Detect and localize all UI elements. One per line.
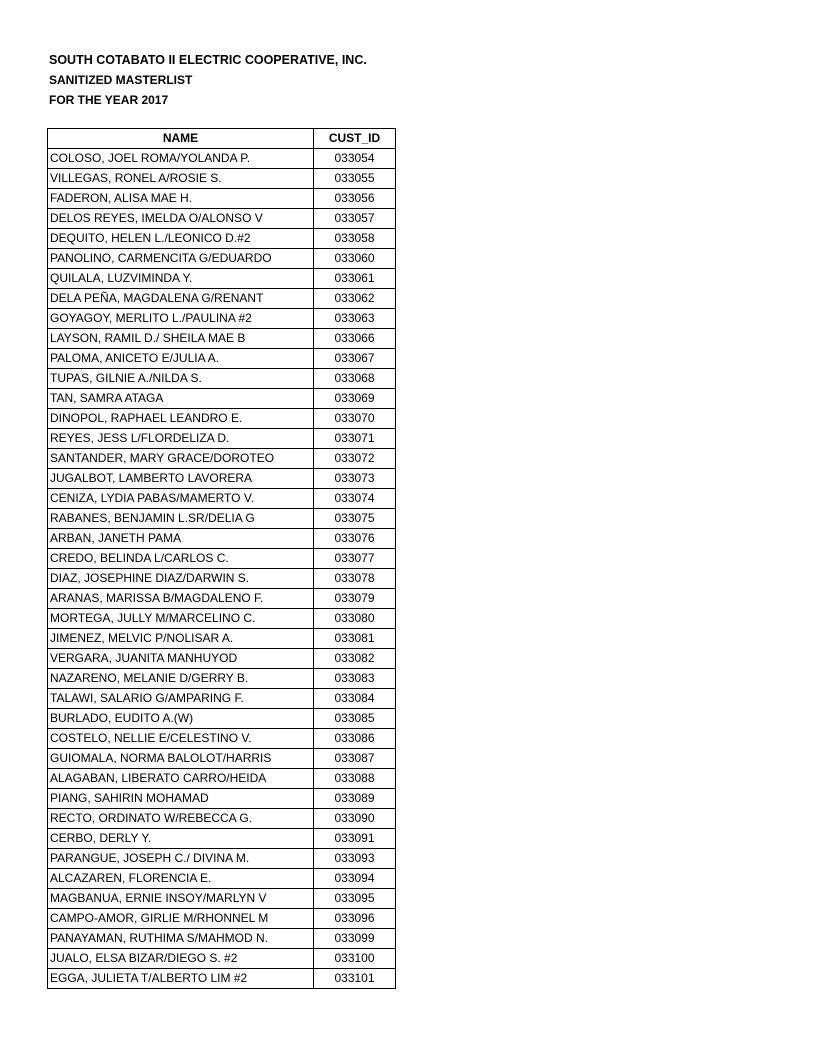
customer-id-cell: 033062 [314,289,396,309]
table-row [48,869,396,889]
customer-id-cell: 033100 [314,949,396,969]
table-row [48,349,396,369]
table-row [48,909,396,929]
customer-name-cell: COSTELO, NELLIE E/CELESTINO V. [48,729,314,749]
customer-name-cell: PARANGUE, JOSEPH C./ DIVINA M. [48,849,314,869]
customer-id-cell: 033080 [314,609,396,629]
report-title: SANITIZED MASTERLIST [49,73,193,87]
customer-id-cell: 033093 [314,849,396,869]
table-row [48,389,396,409]
customer-id-cell: 033096 [314,909,396,929]
customer-name-cell: PANOLINO, CARMENCITA G/EDUARDO [48,249,314,269]
customer-name-cell: VERGARA, JUANITA MANHUYOD [48,649,314,669]
table-row [48,789,396,809]
table-row [48,509,396,529]
table-row [48,729,396,749]
customer-id-cell: 033074 [314,489,396,509]
customer-id-cell: 033082 [314,649,396,669]
table-row [48,649,396,669]
table-row [48,669,396,689]
customer-id-cell: 033068 [314,369,396,389]
customer-name-cell: COLOSO, JOEL ROMA/YOLANDA P. [48,149,314,169]
customer-name-cell: PIANG, SAHIRIN MOHAMAD [48,789,314,809]
customer-name-cell: PALOMA, ANICETO E/JULIA A. [48,349,314,369]
customer-name-cell: DIAZ, JOSEPHINE DIAZ/DARWIN S. [48,569,314,589]
table-row [48,889,396,909]
table-row [48,269,396,289]
customer-name-cell: JUALO, ELSA BIZAR/DIEGO S. #2 [48,949,314,969]
customer-name-cell: JUGALBOT, LAMBERTO LAVORERA [48,469,314,489]
table-row [48,709,396,729]
table-row [48,329,396,349]
table-row [48,829,396,849]
customer-id-cell: 033054 [314,149,396,169]
customer-id-cell: 033081 [314,629,396,649]
table-row [48,549,396,569]
customer-name-cell: JIMENEZ, MELVIC P/NOLISAR A. [48,629,314,649]
customer-id-cell: 033063 [314,309,396,329]
company-name: SOUTH COTABATO II ELECTRIC COOPERATIVE, INC. [49,53,367,67]
customer-name-cell: BURLADO, EUDITO A.(W) [48,709,314,729]
table-row [48,369,396,389]
customer-name-cell: DEQUITO, HELEN L./LEONICO D.#2 [48,229,314,249]
customer-name-cell: GOYAGOY, MERLITO L./PAULINA #2 [48,309,314,329]
customer-id-cell: 033069 [314,389,396,409]
customer-name-cell: CREDO, BELINDA L/CARLOS C. [48,549,314,569]
report-period: FOR THE YEAR 2017 [49,93,169,107]
customer-id-cell: 033090 [314,809,396,829]
table-row [48,309,396,329]
column-header-name: NAME [48,129,314,149]
table-row [48,149,396,169]
table-row [48,589,396,609]
customer-name-cell: RABANES, BENJAMIN L.SR/DELIA G [48,509,314,529]
customer-name-cell: ALCAZAREN, FLORENCIA E. [48,869,314,889]
table-row [48,969,396,989]
customer-id-cell: 033094 [314,869,396,889]
document-header [49,50,367,110]
customer-id-cell: 033057 [314,209,396,229]
table-row [48,489,396,509]
customer-name-cell: PANAYAMAN, RUTHIMA S/MAHMOD N. [48,929,314,949]
customer-name-cell: NAZARENO, MELANIE D/GERRY B. [48,669,314,689]
table-row [48,529,396,549]
table-row [48,229,396,249]
customer-id-cell: 033095 [314,889,396,909]
customer-name-cell: MORTEGA, JULLY M/MARCELINO C. [48,609,314,629]
customer-name-cell: GUIOMALA, NORMA BALOLOT/HARRIS [48,749,314,769]
customer-name-cell: DINOPOL, RAPHAEL LEANDRO E. [48,409,314,429]
customer-name-cell: TALAWI, SALARIO G/AMPARING F. [48,689,314,709]
customer-id-cell: 033083 [314,669,396,689]
table-row [48,469,396,489]
table-row [48,749,396,769]
table-row [48,249,396,269]
table-header-row [48,129,396,149]
customer-name-cell: ALAGABAN, LIBERATO CARRO/HEIDA [48,769,314,789]
customer-name-cell: ARANAS, MARISSA B/MAGDALENO F. [48,589,314,609]
customer-id-cell: 033079 [314,589,396,609]
customer-id-cell: 033060 [314,249,396,269]
table-row [48,849,396,869]
customer-id-cell: 033072 [314,449,396,469]
customer-name-cell: TUPAS, GILNIE A./NILDA S. [48,369,314,389]
customer-id-cell: 033056 [314,189,396,209]
customer-name-cell: EGGA, JULIETA T/ALBERTO LIM #2 [48,969,314,989]
customer-id-cell: 033099 [314,929,396,949]
customer-id-cell: 033087 [314,749,396,769]
customer-id-cell: 033084 [314,689,396,709]
table-row [48,449,396,469]
column-header-cust-id: CUST_ID [314,129,396,149]
customer-name-cell: FADERON, ALISA MAE H. [48,189,314,209]
customer-id-cell: 033076 [314,529,396,549]
customer-id-cell: 033085 [314,709,396,729]
customer-id-cell: 033058 [314,229,396,249]
customer-id-cell: 033061 [314,269,396,289]
customer-id-cell: 033089 [314,789,396,809]
customer-name-cell: CERBO, DERLY Y. [48,829,314,849]
customer-id-cell: 033073 [314,469,396,489]
customer-id-cell: 033086 [314,729,396,749]
customer-id-cell: 033091 [314,829,396,849]
customer-name-cell: CENIZA, LYDIA PABAS/MAMERTO V. [48,489,314,509]
table-row [48,609,396,629]
customer-id-cell: 033078 [314,569,396,589]
customer-name-cell: CAMPO-AMOR, GIRLIE M/RHONNEL M [48,909,314,929]
table-row [48,769,396,789]
customer-id-cell: 033071 [314,429,396,449]
table-row [48,629,396,649]
customer-id-cell: 033067 [314,349,396,369]
table-row [48,929,396,949]
table-row [48,189,396,209]
customer-name-cell: QUILALA, LUZVIMINDA Y. [48,269,314,289]
customer-id-cell: 033101 [314,969,396,989]
customer-name-cell: TAN, SAMRA ATAGA [48,389,314,409]
table-row [48,209,396,229]
customer-name-cell: LAYSON, RAMIL D./ SHEILA MAE B [48,329,314,349]
customer-name-cell: MAGBANUA, ERNIE INSOY/MARLYN V [48,889,314,909]
customer-name-cell: SANTANDER, MARY GRACE/DOROTEO [48,449,314,469]
customer-id-cell: 033066 [314,329,396,349]
table-row [48,689,396,709]
customer-id-cell: 033075 [314,509,396,529]
customer-name-cell: DELA PEÑA, MAGDALENA G/RENANT [48,289,314,309]
customer-name-cell: VILLEGAS, RONEL A/ROSIE S. [48,169,314,189]
customer-id-cell: 033088 [314,769,396,789]
table-row [48,409,396,429]
customer-id-cell: 033077 [314,549,396,569]
customer-name-cell: REYES, JESS L/FLORDELIZA D. [48,429,314,449]
table-body [48,149,396,989]
customer-name-cell: ARBAN, JANETH PAMA [48,529,314,549]
table-row [48,949,396,969]
table-row [48,169,396,189]
customer-name-cell: DELOS REYES, IMELDA O/ALONSO V [48,209,314,229]
table-row [48,429,396,449]
table-row [48,569,396,589]
customer-id-cell: 033055 [314,169,396,189]
table-row [48,809,396,829]
masterlist-table [47,128,396,989]
table-row [48,289,396,309]
customer-id-cell: 033070 [314,409,396,429]
customer-name-cell: RECTO, ORDINATO W/REBECCA G. [48,809,314,829]
